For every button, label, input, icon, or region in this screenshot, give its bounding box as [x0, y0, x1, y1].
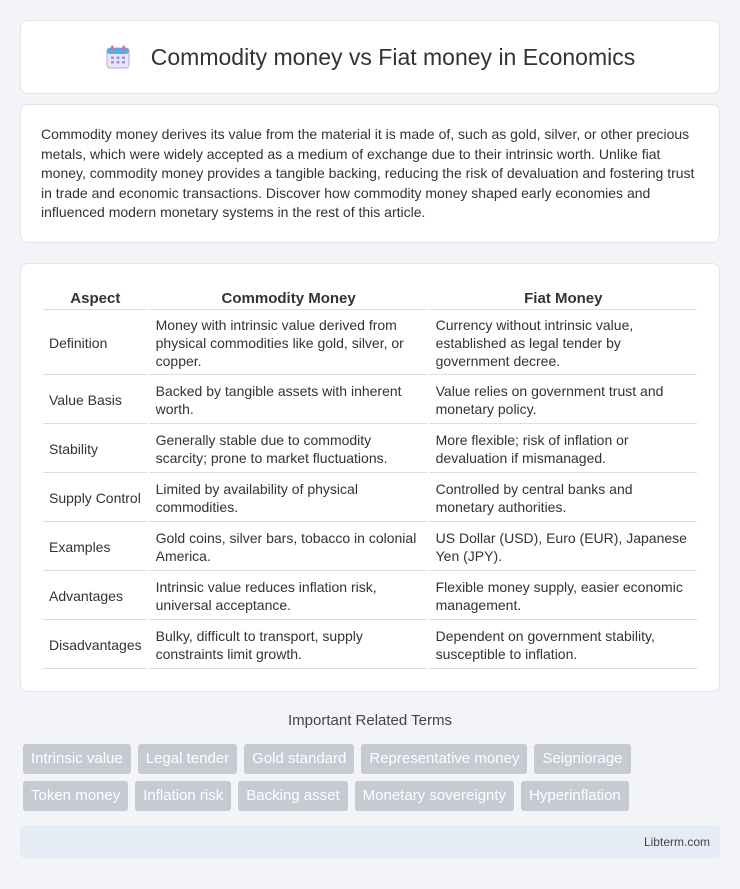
cell-commodity: Backed by tangible assets with inherent worth.: [150, 377, 428, 424]
cell-commodity: Bulky, difficult to transport, supply constraints limit growth.: [150, 622, 428, 669]
page-title: Commodity money vs Fiat money in Economics: [150, 43, 636, 70]
related-terms-title: Important Related Terms: [288, 712, 452, 729]
cell-commodity: Money with intrinsic value derived from physical commodities like gold, silver, or copper.: [150, 312, 428, 375]
cell-commodity: Gold coins, silver bars, tobacco in colonial America.: [150, 524, 428, 571]
cell-aspect: Disadvantages: [43, 622, 148, 669]
cell-fiat: Flexible money supply, easier economic management.: [430, 573, 697, 620]
cell-aspect: Examples: [43, 524, 148, 571]
table-row: [43, 573, 697, 620]
table-row: [43, 524, 697, 571]
calendar-icon: [105, 44, 131, 70]
header-aspect: Aspect: [43, 286, 148, 310]
term-tag[interactable]: Hyperinflation: [521, 781, 629, 811]
term-tag[interactable]: Representative money: [361, 744, 527, 774]
footer-link[interactable]: Libterm.com: [643, 834, 710, 849]
cell-commodity: Intrinsic value reduces inflation risk, universal acceptance.: [150, 573, 428, 620]
cell-aspect: Definition: [43, 312, 148, 375]
cell-aspect: Supply Control: [43, 475, 148, 522]
cell-aspect: Advantages: [43, 573, 148, 620]
header-fiat: Fiat Money: [430, 286, 697, 310]
comparison-table: [41, 284, 699, 671]
cell-fiat: More flexible; risk of inflation or devaluation if mismanaged.: [430, 426, 697, 473]
title-card: [20, 20, 720, 94]
term-tag[interactable]: Inflation risk: [135, 781, 231, 811]
cell-fiat: Dependent on government stability, susceptible to inflation.: [430, 622, 697, 669]
comparison-table-card: [20, 263, 720, 692]
term-tag[interactable]: Seigniorage: [534, 744, 630, 774]
cell-fiat: Controlled by central banks and monetary authorities.: [430, 475, 697, 522]
table-row: [43, 622, 697, 669]
table-row: [43, 312, 697, 375]
term-tag[interactable]: Intrinsic value: [23, 744, 131, 774]
header-commodity: Commodity Money: [150, 286, 428, 310]
term-tag[interactable]: Monetary sovereignty: [355, 781, 514, 811]
cell-commodity: Limited by availability of physical commodities.: [150, 475, 428, 522]
table-row: [43, 426, 697, 473]
term-tag[interactable]: Legal tender: [138, 744, 237, 774]
cell-fiat: US Dollar (USD), Euro (EUR), Japanese Yen (JPY).: [430, 524, 697, 571]
intro-text: Commodity money derives its value from the material it is made of, such as gold, silver, or other precious metals, which were widely accepted as a medium of exchange due to their intrinsic worth. Unlike fiat money, commodity money provides a tangible backing, reducing the risk of devaluation and fostering trust in trade and economic transactions. Discover how commodity money shaped early economies and influenced modern monetary systems in the rest of this article.: [41, 126, 695, 221]
related-terms: [23, 744, 723, 811]
intro-card: [20, 104, 720, 243]
table-row: [43, 377, 697, 424]
cell-aspect: Stability: [43, 426, 148, 473]
cell-fiat: Value relies on government trust and monetary policy.: [430, 377, 697, 424]
cell-fiat: Currency without intrinsic value, established as legal tender by government decree.: [430, 312, 697, 375]
table-row: [43, 475, 697, 522]
cell-aspect: Value Basis: [43, 377, 148, 424]
table-header-row: [43, 286, 697, 310]
footer: [20, 825, 720, 858]
cell-commodity: Generally stable due to commodity scarcity; prone to market fluctuations.: [150, 426, 428, 473]
term-tag[interactable]: Token money: [23, 781, 128, 811]
term-tag[interactable]: Backing asset: [238, 781, 347, 811]
term-tag[interactable]: Gold standard: [244, 744, 354, 774]
